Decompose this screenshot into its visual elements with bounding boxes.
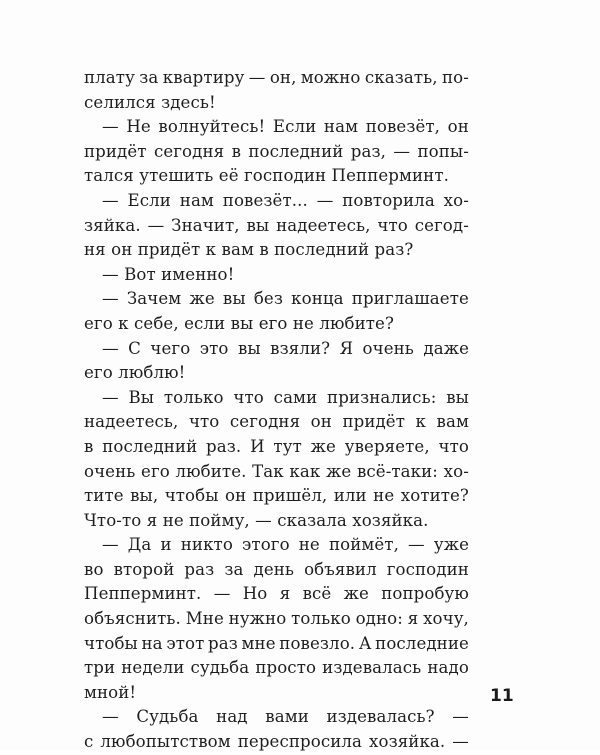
text-line: — С чего это вы взяли? Я очень даже <box>102 338 469 358</box>
text-line: плату за квартиру — он, можно сказать, по- <box>84 68 469 87</box>
page-number: 11 <box>490 686 514 706</box>
text-line: зяйка. — Значит, вы надеетесь, что сегод- <box>84 215 469 235</box>
text-line: его люблю! <box>84 363 186 383</box>
text-line: — Если нам повезёт... — повторила хо- <box>102 190 469 210</box>
text-line: мной! <box>84 682 137 702</box>
text-line: — Вот именно! <box>102 264 235 284</box>
text-line: придёт сегодня в последний раз, — попы- <box>84 141 469 161</box>
text-line: селился здесь! <box>84 92 216 112</box>
text-line: ня он придёт к вам в последний раз? <box>84 240 414 260</box>
text-line: тите вы, чтобы он пришёл, или не хотите? <box>84 486 469 506</box>
text-line: — Зачем же вы без конца приглашаете <box>102 289 469 309</box>
text-line: — Да и никто этого не поймёт, — уже <box>102 535 469 555</box>
text-line: надеетесь, что сегодня он придёт к вам <box>84 412 469 432</box>
text-line: очень его любите. Так как же всё-таки: хо- <box>84 461 469 481</box>
text-line: — Не волнуйтесь! Если нам повезёт, он <box>102 117 469 137</box>
text-line: Пепперминт. — Но я всё же попробую <box>84 584 469 604</box>
text-line: три недели судьба просто издевалась надо <box>84 658 469 678</box>
text-line: чтобы на этот раз мне повезло. А последние <box>84 633 469 653</box>
text-line: в последний раз. И тут же уверяете, что <box>84 436 469 456</box>
text-line: объяснить. Мне нужно только одно: я хочу, <box>84 609 469 629</box>
body-text <box>84 66 469 755</box>
text-line: — Судьба над вами издевалась? — <box>102 707 469 727</box>
text-line: — Вы только что сами признались: вы <box>102 387 469 407</box>
text-line: тался утешить её господин Пепперминт. <box>84 166 449 186</box>
text-line: Что-то я не пойму, — сказала хозяйка. <box>84 510 429 530</box>
text-line: во второй раз за день объявил господин <box>84 559 469 579</box>
text-line: с любопытством переспросила хозяйка. — <box>84 732 469 752</box>
text-line: его к себе, если вы его не любите? <box>84 313 394 333</box>
